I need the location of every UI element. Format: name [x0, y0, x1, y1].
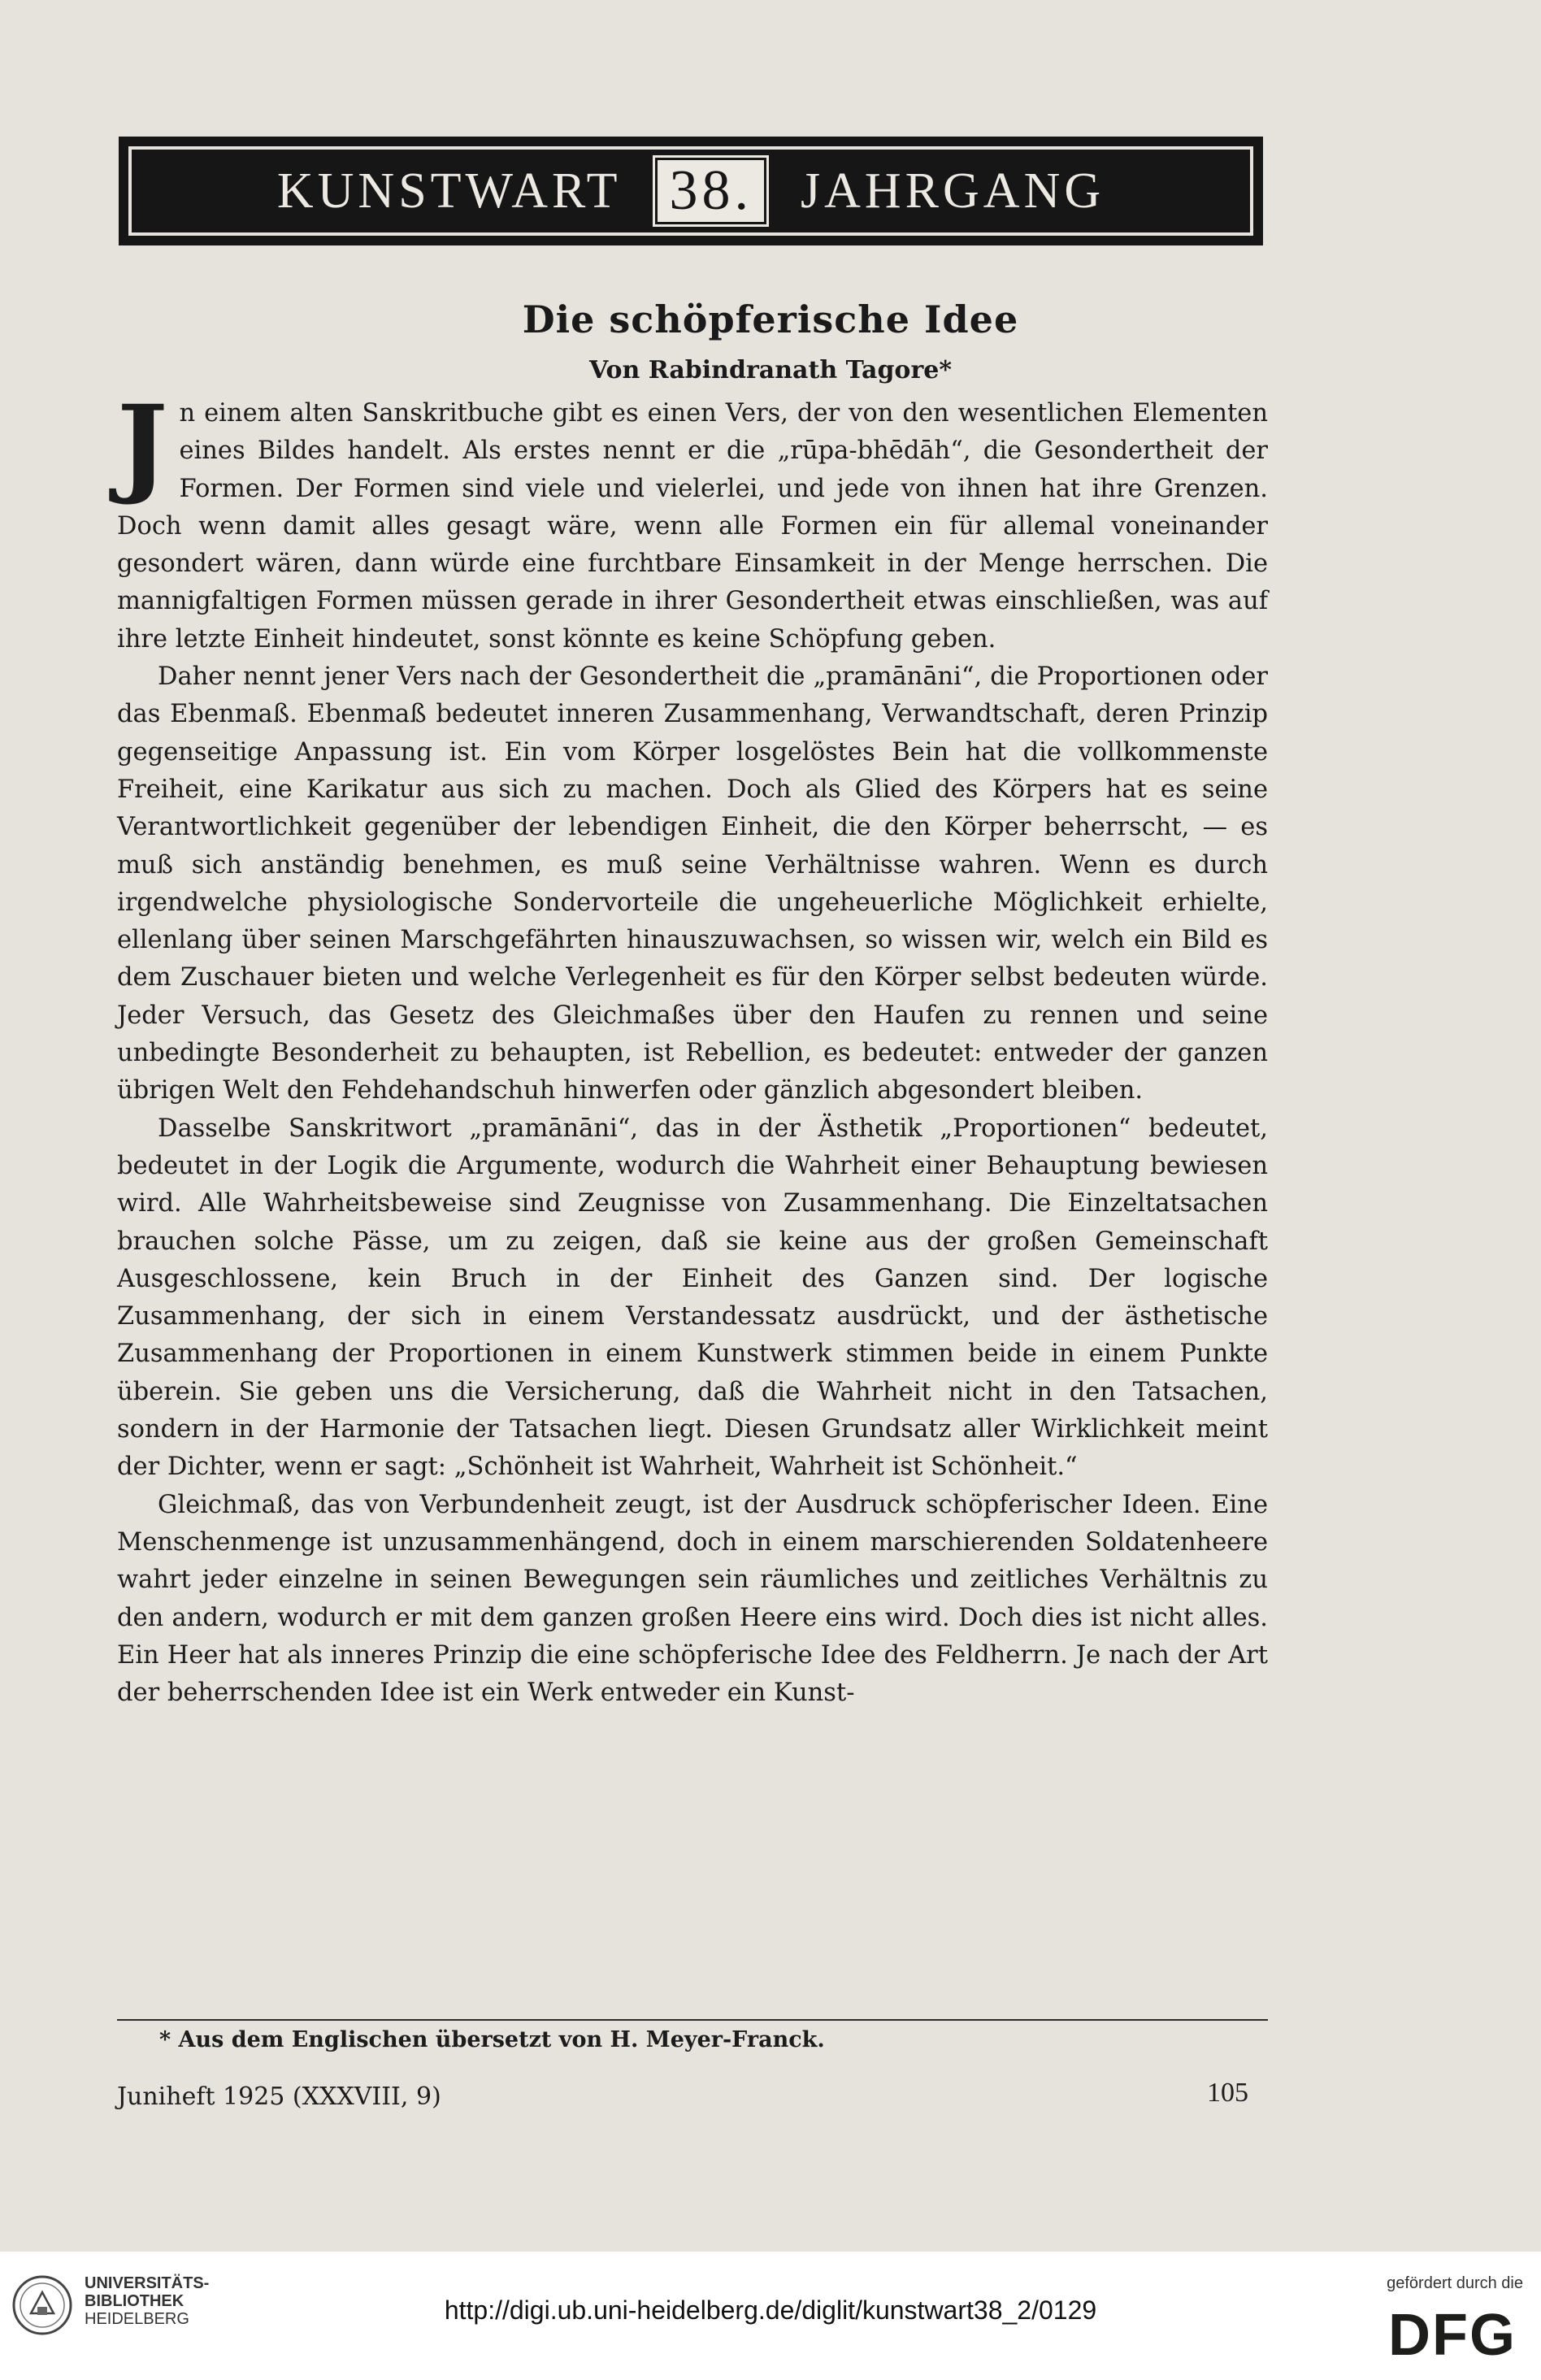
- banner-title-right: JAHRGANG: [800, 163, 1105, 219]
- issue-info: Juniheft 1925 (XXXVIII, 9): [117, 2082, 441, 2111]
- footnote: * Aus dem Englischen übersetzt von H. Meyer-Franck.: [159, 2027, 825, 2052]
- paragraph-1: [117, 382, 1268, 658]
- library-line-3: HEIDELBERG: [85, 2310, 189, 2328]
- article-byline: Von Rabindranath Tagore*: [588, 356, 953, 384]
- article-title: Die schöpferische Idee: [522, 298, 1019, 341]
- dfg-logo[interactable]: DFG: [1388, 2303, 1517, 2368]
- library-line-1: UNIVERSITÄTS-: [85, 2274, 210, 2292]
- paragraph-3: Dasselbe Sanskritwort „pramānāni“, das in der Ästhetik „Proportionen“ bedeutet, bedeutet in der Logik die Argumente, wodurch die Wahrheit einer Behauptung bewiesen wird. Alle Wahrheitsbeweise sind Zeugnisse von Zusammenhang. Die Einzeltatsachen brauchen solche Pässe, um zu zeigen, daß sie keine aus der großen Gemeinschaft Ausgeschlossene, kein Bruch in der Einheit des Ganzen sind. Der logische Zusammenhang, der sich in einem Verstandessatz ausdrückt, und der ästhetische Zusammenhang der Proportionen in einem Kunstwerk stimmen beide in einem Punkte überein. Sie geben uns die Versicherung, daß die Wahrheit nicht in den Tatsachen, sondern in der Harmonie der Tatsachen liegt. Diesen Grundsatz aller Wirklichkeit meint der Dichter, wenn er sagt: „Schönheit ist Wahrheit, Wahrheit ist Schönheit.“: [117, 1114, 1268, 1482]
- paragraph-text: n einem alten Sanskritbuche gibt es einen Vers, der von den wesentlichen Elementen eines Bildes handelt. Als erstes nennt er die „rūpa-bhēdāh“, die Gesondertheit der Formen. Der Formen sind viele und vielerlei, und jede von ihnen hat ihre Grenzen. Doch wenn damit alles gesagt wäre, wenn alle Formen ein für allemal voneinander gesondert wären, dann würde eine furchtbare Einsamkeit in der Menge herrschen. Die mannigfaltigen Formen müssen gerade in ihrer Gesondertheit etwas einschließen, was auf ihre letzte Einheit hindeutet, sonst könnte es keine Schöpfung geben.: [117, 399, 1268, 654]
- paragraph-4: Gleichmaß, das von Verbundenheit zeugt, ist der Ausdruck schöpferischer Ideen. Eine Menschenmenge ist unzusammenhängend, doch in einem marschierenden Soldatenheere wahrt jeder einzelne in seinen Bewegungen sein räumliches und zeitliches Verhältnis zu den andern, wodurch er mit dem ganzen großen Heere eins wird. Doch dies ist nicht alles. Ein Heer hat als inneres Prinzip die eine schöpferische Idee des Feldherrn. Je nach der Art der beherrschenden Idee ist ein Werk entweder ein Kunst-: [117, 1490, 1268, 1708]
- funding-note: gefördert durch die: [1387, 2274, 1523, 2292]
- library-line-2: BIBLIOTHEK: [85, 2292, 184, 2310]
- banner-title-left: KUNSTWART: [276, 163, 622, 219]
- drop-cap: J: [117, 382, 168, 508]
- paragraph-2: Daher nennt jener Vers nach der Gesondertheit die „pramānāni“, die Proportionen oder das Ebenmaß. Ebenmaß bedeutet inneren Zusammenhang, Verwandtschaft, deren Prinzip gegenseitige Anpassung ist. Ein vom Körper losgelöstes Bein hat die vollkommenste Freiheit, eine Karikatur aus sich zu machen. Doch als Glied des Körpers hat es seine Verantwortlichkeit gegenüber der lebendigen Einheit, die den Körper beherrscht, — es muß sich anständig benehmen, es muß seine Verhältnisse wahren. Wenn es durch irgendwelche physiologische Sondervorteile die ungeheuerliche Möglichkeit erhielte, ellenlang über seinen Marschgefährten hinauszuwachsen, so wissen wir, welch ein Bild es dem Zuschauer bieten und welche Verlegenheit es für den Körper selbst bedeuten würde. Jeder Versuch, das Gesetz des Gleichmaßes über den Haufen zu rennen und seine unbedingte Besonderheit zu behaupten, ist Rebellion, es bedeutet: entweder der ganzen übrigen Welt den Fehdehandschuh hinwerfen oder gänzlich abgesondert bleiben.: [117, 662, 1268, 1105]
- article-body: [117, 382, 1268, 1712]
- footnote-rule: [117, 2019, 1268, 2021]
- journal-banner: [119, 137, 1263, 245]
- volume-number: 38.: [655, 158, 766, 224]
- page-number: 105: [1207, 2078, 1248, 2108]
- digitization-footer: [0, 2252, 1541, 2380]
- permalink-url[interactable]: http://digi.ub.uni-heidelberg.de/diglit/kunstwart38_2/0129: [444, 2295, 1097, 2325]
- banner-frame: [128, 146, 1253, 236]
